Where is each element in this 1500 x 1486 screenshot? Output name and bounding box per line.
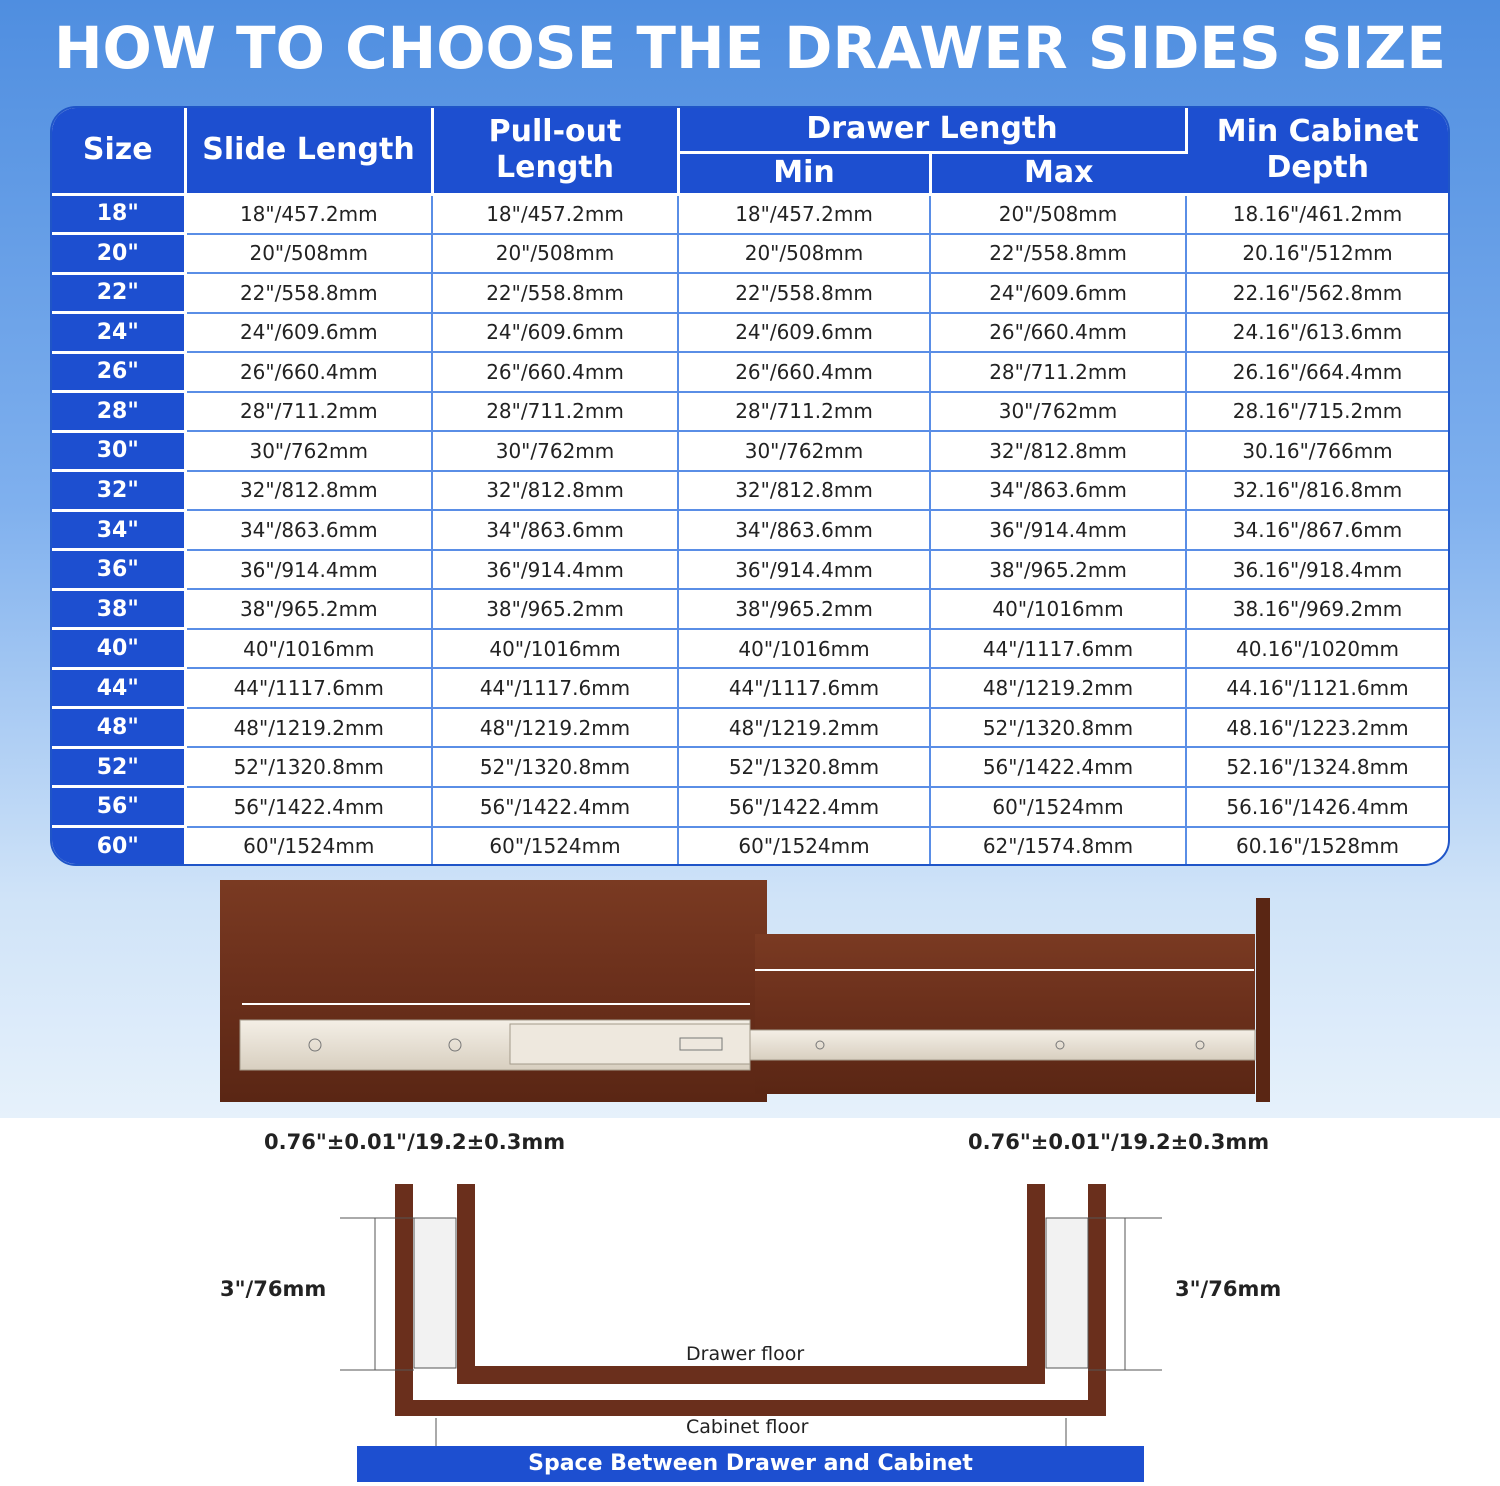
- cell-size: 28": [52, 392, 185, 432]
- header-depth-line1: Min Cabinet: [1216, 114, 1419, 150]
- table-row: [52, 787, 1448, 827]
- cabinet-right-wall: [1088, 1184, 1106, 1416]
- cell-size: 38": [52, 589, 185, 629]
- cell-depth: 36.16"/918.4mm: [1186, 550, 1448, 590]
- cell-size: 44": [52, 668, 185, 708]
- drawer-right-wall: [1027, 1184, 1045, 1384]
- cell-pullout: 28"/711.2mm: [432, 392, 678, 432]
- cell-max: 26"/660.4mm: [930, 313, 1186, 353]
- size-table: [50, 106, 1450, 866]
- cell-min: 60"/1524mm: [678, 827, 930, 865]
- cell-max: 44"/1117.6mm: [930, 629, 1186, 669]
- cell-max: 62"/1574.8mm: [930, 827, 1186, 865]
- right-slide-section: [1046, 1218, 1088, 1368]
- cell-pullout: 44"/1117.6mm: [432, 668, 678, 708]
- cell-depth: 20.16"/512mm: [1186, 234, 1448, 274]
- cell-slide: 60"/1524mm: [185, 827, 432, 865]
- cell-pullout: 32"/812.8mm: [432, 471, 678, 511]
- cell-depth: 56.16"/1426.4mm: [1186, 787, 1448, 827]
- cell-pullout: 20"/508mm: [432, 234, 678, 274]
- cell-pullout: 56"/1422.4mm: [432, 787, 678, 827]
- cell-max: 24"/609.6mm: [930, 273, 1186, 313]
- cell-min: 38"/965.2mm: [678, 589, 930, 629]
- cell-slide: 56"/1422.4mm: [185, 787, 432, 827]
- cell-min: 18"/457.2mm: [678, 194, 930, 234]
- cell-depth: 60.16"/1528mm: [1235, 833, 1400, 858]
- header-drawer-length: Drawer Length: [678, 108, 1186, 152]
- cell-min: 22"/558.8mm: [678, 273, 930, 313]
- cell-max: 30"/762mm: [930, 392, 1186, 432]
- cell-min: 52"/1320.8mm: [678, 747, 930, 787]
- header-max: Max: [930, 152, 1186, 194]
- gap-label-right: 0.76"±0.01"/19.2±0.3mm: [968, 1130, 1270, 1154]
- cell-pullout: 36"/914.4mm: [432, 550, 678, 590]
- size-chart-table: [52, 108, 1448, 864]
- cell-slide: 28"/711.2mm: [185, 392, 432, 432]
- header-min: Min: [678, 152, 930, 194]
- cabinet-floor-board: [395, 1400, 1106, 1416]
- table-row: [52, 194, 1448, 234]
- page-title: HOW TO CHOOSE THE DRAWER SIDES SIZE: [54, 14, 1446, 82]
- cell-pullout: 60"/1524mm: [432, 827, 678, 865]
- header-pullout-line1: Pull-out: [488, 114, 622, 150]
- table-body: [52, 194, 1448, 864]
- header-size: Size: [52, 108, 185, 194]
- cell-min: 32"/812.8mm: [678, 471, 930, 511]
- cell-size: 52": [52, 747, 185, 787]
- cell-depth: 48.16"/1223.2mm: [1186, 708, 1448, 748]
- cell-depth: 22.16"/562.8mm: [1186, 273, 1448, 313]
- cell-min: 40"/1016mm: [678, 629, 930, 669]
- cell-slide: 44"/1117.6mm: [185, 668, 432, 708]
- cell-pullout: 22"/558.8mm: [432, 273, 678, 313]
- height-label-left: 3"/76mm: [220, 1277, 327, 1301]
- cell-pullout: 30"/762mm: [432, 431, 678, 471]
- table-row: [52, 747, 1448, 787]
- cell-max: 40"/1016mm: [930, 589, 1186, 629]
- drawer-slide-photo: [220, 880, 1272, 1105]
- cell-slide: 26"/660.4mm: [185, 352, 432, 392]
- cell-slide: 24"/609.6mm: [185, 313, 432, 353]
- cell-size: 60": [52, 827, 185, 865]
- header-pullout-length: [432, 108, 678, 194]
- table-row: [52, 431, 1448, 471]
- cell-pullout: 48"/1219.2mm: [432, 708, 678, 748]
- cell-slide: 32"/812.8mm: [185, 471, 432, 511]
- cell-depth: 44.16"/1121.6mm: [1186, 668, 1448, 708]
- cell-size: 56": [52, 787, 185, 827]
- space-banner: Space Between Drawer and Cabinet: [357, 1446, 1144, 1482]
- cell-max: 52"/1320.8mm: [930, 708, 1186, 748]
- header-min-cabinet-depth: [1186, 108, 1448, 194]
- header-pullout-line2: Length: [496, 150, 614, 186]
- cell-depth: 18.16"/461.2mm: [1186, 194, 1448, 234]
- table-row: [52, 510, 1448, 550]
- gap-label-left: 0.76"±0.01"/19.2±0.3mm: [264, 1130, 566, 1154]
- left-slide-section: [414, 1218, 456, 1368]
- drawer-panel-right: [755, 934, 1255, 1094]
- drawer-floor-board: [457, 1366, 1045, 1384]
- cell-slide: 36"/914.4mm: [185, 550, 432, 590]
- cell-depth: 28.16"/715.2mm: [1186, 392, 1448, 432]
- cell-size: 34": [52, 510, 185, 550]
- cell-pullout: 38"/965.2mm: [432, 589, 678, 629]
- cell-min: 36"/914.4mm: [678, 550, 930, 590]
- cell-pullout: 34"/863.6mm: [432, 510, 678, 550]
- slide-rail-extension: [750, 1030, 1255, 1060]
- cell-max: 38"/965.2mm: [930, 550, 1186, 590]
- table-row: [52, 392, 1448, 432]
- cell-slide: 40"/1016mm: [185, 629, 432, 669]
- cell-min: 28"/711.2mm: [678, 392, 930, 432]
- cell-min: 44"/1117.6mm: [678, 668, 930, 708]
- cell-depth: 34.16"/867.6mm: [1186, 510, 1448, 550]
- cell-max: 22"/558.8mm: [930, 234, 1186, 274]
- cell-max: 34"/863.6mm: [930, 471, 1186, 511]
- cell-size: 24": [52, 313, 185, 353]
- cell-depth: 24.16"/613.6mm: [1186, 313, 1448, 353]
- cell-max: 48"/1219.2mm: [930, 668, 1186, 708]
- table-row: [52, 550, 1448, 590]
- cell-pullout: 24"/609.6mm: [432, 313, 678, 353]
- table-row: [52, 352, 1448, 392]
- cell-slide: 18"/457.2mm: [185, 194, 432, 234]
- cell-slide: 38"/965.2mm: [185, 589, 432, 629]
- cell-max: 60"/1524mm: [930, 787, 1186, 827]
- cell-depth: 40.16"/1020mm: [1186, 629, 1448, 669]
- cell-slide: 34"/863.6mm: [185, 510, 432, 550]
- cell-min: 20"/508mm: [678, 234, 930, 274]
- cell-size: 20": [52, 234, 185, 274]
- cell-min: 30"/762mm: [678, 431, 930, 471]
- cabinet-left-wall: [395, 1184, 413, 1416]
- cell-depth: 30.16"/766mm: [1186, 431, 1448, 471]
- table-row: [52, 668, 1448, 708]
- cell-max: 28"/711.2mm: [930, 352, 1186, 392]
- cell-max: 56"/1422.4mm: [930, 747, 1186, 787]
- cell-slide: 48"/1219.2mm: [185, 708, 432, 748]
- cell-pullout: 26"/660.4mm: [432, 352, 678, 392]
- cell-pullout: 18"/457.2mm: [432, 194, 678, 234]
- header-depth-line2: Depth: [1266, 150, 1369, 186]
- table-row: [52, 708, 1448, 748]
- table-row: [52, 589, 1448, 629]
- drawer-left-wall: [457, 1184, 475, 1384]
- drawer-front: [1256, 898, 1270, 1102]
- height-label-right: 3"/76mm: [1175, 1277, 1282, 1301]
- cell-slide: 22"/558.8mm: [185, 273, 432, 313]
- slide-rail-inner: [510, 1024, 750, 1064]
- cabinet-floor-label: Cabinet floor: [686, 1416, 809, 1438]
- cell-size: 32": [52, 471, 185, 511]
- cell-max: 36"/914.4mm: [930, 510, 1186, 550]
- table-row: [52, 234, 1448, 274]
- header-slide-length: Slide Length: [185, 108, 432, 194]
- cell-depth: 32.16"/816.8mm: [1186, 471, 1448, 511]
- cell-min: 24"/609.6mm: [678, 313, 930, 353]
- cell-min: 26"/660.4mm: [678, 352, 930, 392]
- cell-depth: 38.16"/969.2mm: [1186, 589, 1448, 629]
- cell-size: 30": [52, 431, 185, 471]
- cell-size: 36": [52, 550, 185, 590]
- cell-size: 18": [52, 194, 185, 234]
- cell-depth: 26.16"/664.4mm: [1186, 352, 1448, 392]
- table-row: [52, 827, 1448, 865]
- cell-pullout: 52"/1320.8mm: [432, 747, 678, 787]
- cell-min: 48"/1219.2mm: [678, 708, 930, 748]
- cell-size: 40": [52, 629, 185, 669]
- cell-slide: 20"/508mm: [185, 234, 432, 274]
- drawer-floor-label: Drawer floor: [686, 1343, 805, 1365]
- cell-max: 32"/812.8mm: [930, 431, 1186, 471]
- table-row: [52, 629, 1448, 669]
- cell-max: 20"/508mm: [930, 194, 1186, 234]
- table-row: [52, 273, 1448, 313]
- cell-min: 56"/1422.4mm: [678, 787, 930, 827]
- cell-size: 22": [52, 273, 185, 313]
- cell-slide: 52"/1320.8mm: [185, 747, 432, 787]
- table-row: [52, 471, 1448, 511]
- table-row: [52, 313, 1448, 353]
- cell-pullout: 40"/1016mm: [432, 629, 678, 669]
- cell-size: 26": [52, 352, 185, 392]
- cell-depth: 52.16"/1324.8mm: [1186, 747, 1448, 787]
- cell-size: 48": [52, 708, 185, 748]
- cell-slide: 30"/762mm: [185, 431, 432, 471]
- cell-min: 34"/863.6mm: [678, 510, 930, 550]
